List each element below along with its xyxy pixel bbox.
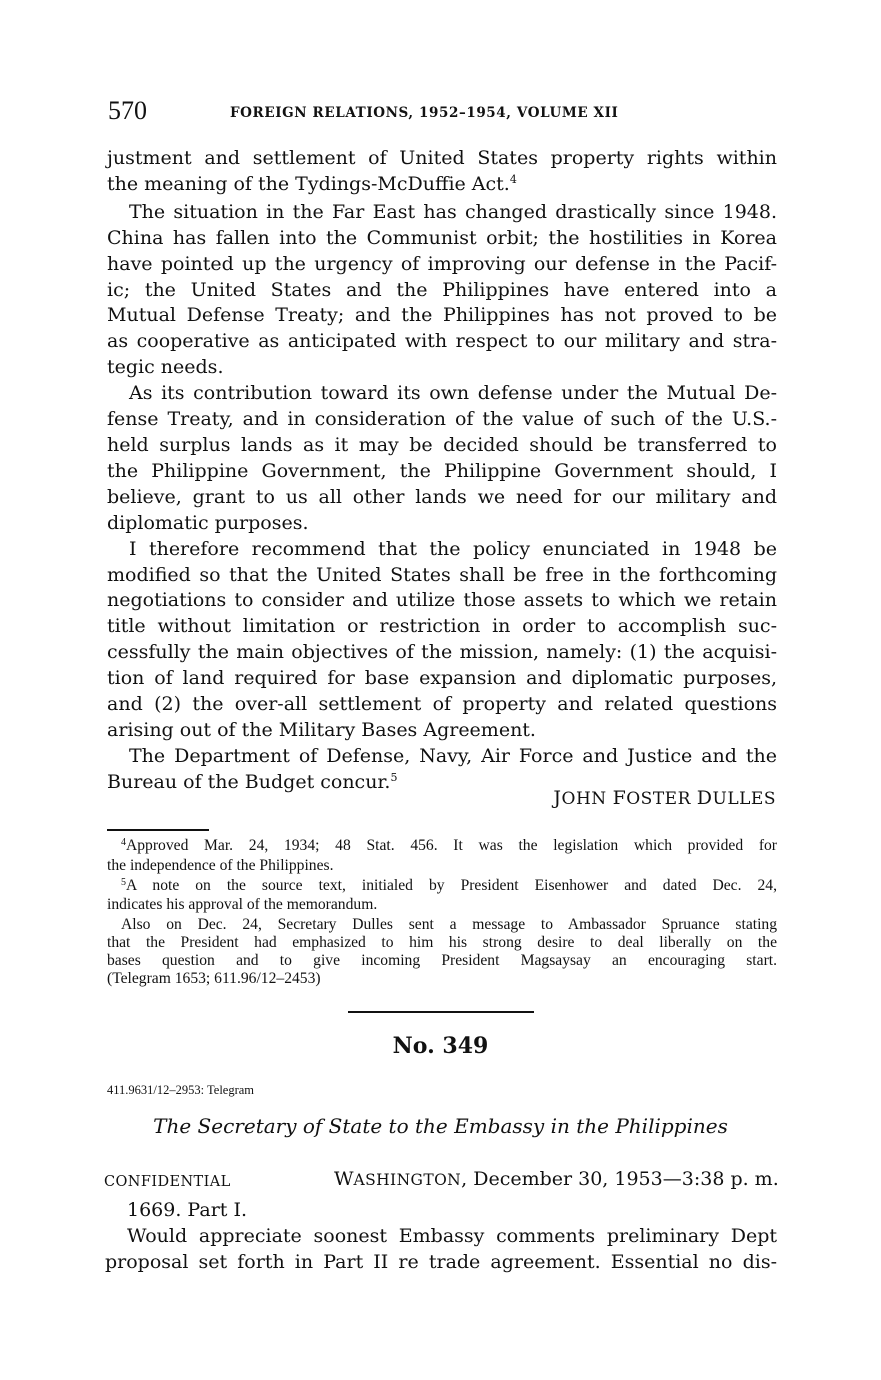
text-line: believe, grant to us all other lands we need for our military and — [107, 485, 777, 508]
text-line: cessfully the main objectives of the mission, namely: (1) the acquisi- — [107, 641, 777, 664]
text-line: as cooperative as anticipated with respect to our military and stra- — [107, 330, 777, 353]
document-title: The Secretary of State to the Embassy in the Philippines — [153, 1114, 728, 1138]
text-line: have pointed up the urgency of improving our defense in the Pacif- — [107, 252, 777, 275]
telegram-number: 1669. Part I. — [127, 1199, 247, 1221]
text-line: modified so that the United States shall be free in the forthcoming — [107, 563, 777, 586]
dateline-initial: W — [334, 1168, 354, 1190]
text-line: ic; the United States and the Philippines have entered into a — [107, 278, 777, 301]
text-line: justment and settlement of United States property rights within — [107, 147, 777, 169]
text-line: Would appreciate soonest Embassy comments preliminary Dept — [127, 1225, 777, 1247]
dateline-city: ASHINGTON — [353, 1171, 462, 1189]
sig-part: OSTER — [626, 789, 691, 809]
text-line: the Philippine Government, the Philippine Government should, I — [107, 459, 777, 482]
text-line: tegic needs. — [107, 356, 224, 379]
footnote-line: that the President had emphasized to him his strong desire to deal liberally on the — [107, 933, 777, 951]
text-line: fense Treaty, and in consideration of the value of such of the U.S.- — [107, 408, 777, 431]
text-line: The situation in the Far East has changed drastically since 1948. — [129, 200, 777, 223]
telegram-body — [105, 1197, 777, 1275]
footnotes — [107, 837, 777, 989]
dateline — [334, 1168, 779, 1190]
footnote-line: the independence of the Philippines. — [107, 856, 334, 874]
memorandum-body — [107, 146, 777, 798]
document-number: No. 349 — [392, 1033, 489, 1059]
text-line: I therefore recommend that the policy enunciated in 1948 be — [129, 537, 777, 560]
footnote-5 — [107, 877, 777, 915]
text-line-content: the meaning of the Tydings-McDuffie Act. — [107, 172, 510, 195]
footnote-line — [107, 877, 777, 897]
sig-initial: J — [553, 787, 562, 809]
footnote-line: (Telegram 1653; 611.96/12–2453) — [107, 969, 321, 987]
footnote-5-continued — [107, 916, 777, 987]
footnote-ref-4[interactable]: 4 — [509, 172, 517, 186]
footnote-ref-5[interactable]: 5 — [390, 770, 398, 784]
paragraph-4 — [107, 537, 777, 744]
text-line: held surplus lands as it may be decided should be transferred to — [107, 433, 777, 456]
page-header — [108, 96, 778, 130]
text-line: proposal set forth in Part II re trade agreement. Essential no dis- — [105, 1251, 777, 1273]
paragraph-3 — [107, 381, 777, 536]
text-line: As its contribution toward its own defense under the Mutual De- — [129, 382, 777, 405]
text-line: The Department of Defense, Navy, Air Force and Justice and the — [129, 744, 777, 767]
footnote-text: Approved Mar. 24, 1934; 48 Stat. 456. It was the legislation which provided for — [126, 837, 777, 854]
paragraph-2 — [107, 200, 777, 381]
dateline-date: , December 30, 1953—3:38 p. m. — [461, 1168, 779, 1190]
footnote-marker: 4 — [121, 837, 126, 848]
footnote-line: indicates his approval of the memorandum. — [107, 896, 378, 914]
footnote-4 — [107, 837, 777, 875]
text-line: arising out of the Military Bases Agreement. — [107, 718, 536, 741]
section-divider — [348, 1011, 534, 1013]
text-line: Mutual Defense Treaty; and the Philippines has not proved to be — [107, 304, 777, 327]
classification-label: CONFIDENTIAL — [104, 1174, 231, 1190]
sig-initial: F — [612, 787, 627, 809]
text-line: tion of land required for base expansion and diplomatic purposes, — [107, 667, 777, 690]
page-number: 570 — [108, 96, 147, 125]
signature — [500, 787, 776, 809]
footnote-marker: 5 — [121, 876, 126, 888]
text-line: title without limitation or restriction in order to accomplish suc- — [107, 615, 777, 638]
sig-part: OHN — [561, 789, 607, 809]
footnote-divider — [107, 829, 209, 831]
text-line: China has fallen into the Communist orbit; the hostilities in Korea — [107, 226, 777, 249]
footnote-line: bases question and to give incoming President Magsaysay an encouraging start. — [107, 951, 777, 969]
text-line: negotiations to consider and utilize those assets to which we retain — [107, 589, 777, 612]
footnote-line — [107, 837, 777, 857]
file-reference: 411.9631/12–2953: Telegram — [107, 1083, 255, 1097]
text-line-content: Bureau of the Budget concur. — [107, 770, 391, 793]
footnote-line: Also on Dec. 24, Secretary Dulles sent a message to Ambassador Spruance stating — [121, 916, 777, 934]
sig-part: ULLES — [712, 789, 776, 809]
text-line — [107, 172, 777, 200]
text-line: and (2) the over-all settlement of property and related questions — [107, 693, 777, 716]
text-line: diplomatic purposes. — [107, 511, 309, 534]
footnote-text: A note on the source text, initialed by President Eisenhower and dated Dec. 24, — [126, 876, 777, 894]
running-head: FOREIGN RELATIONS, 1952–1954, VOLUME XII — [230, 105, 619, 121]
sig-initial: D — [696, 787, 713, 809]
paragraph-1 — [107, 146, 777, 200]
